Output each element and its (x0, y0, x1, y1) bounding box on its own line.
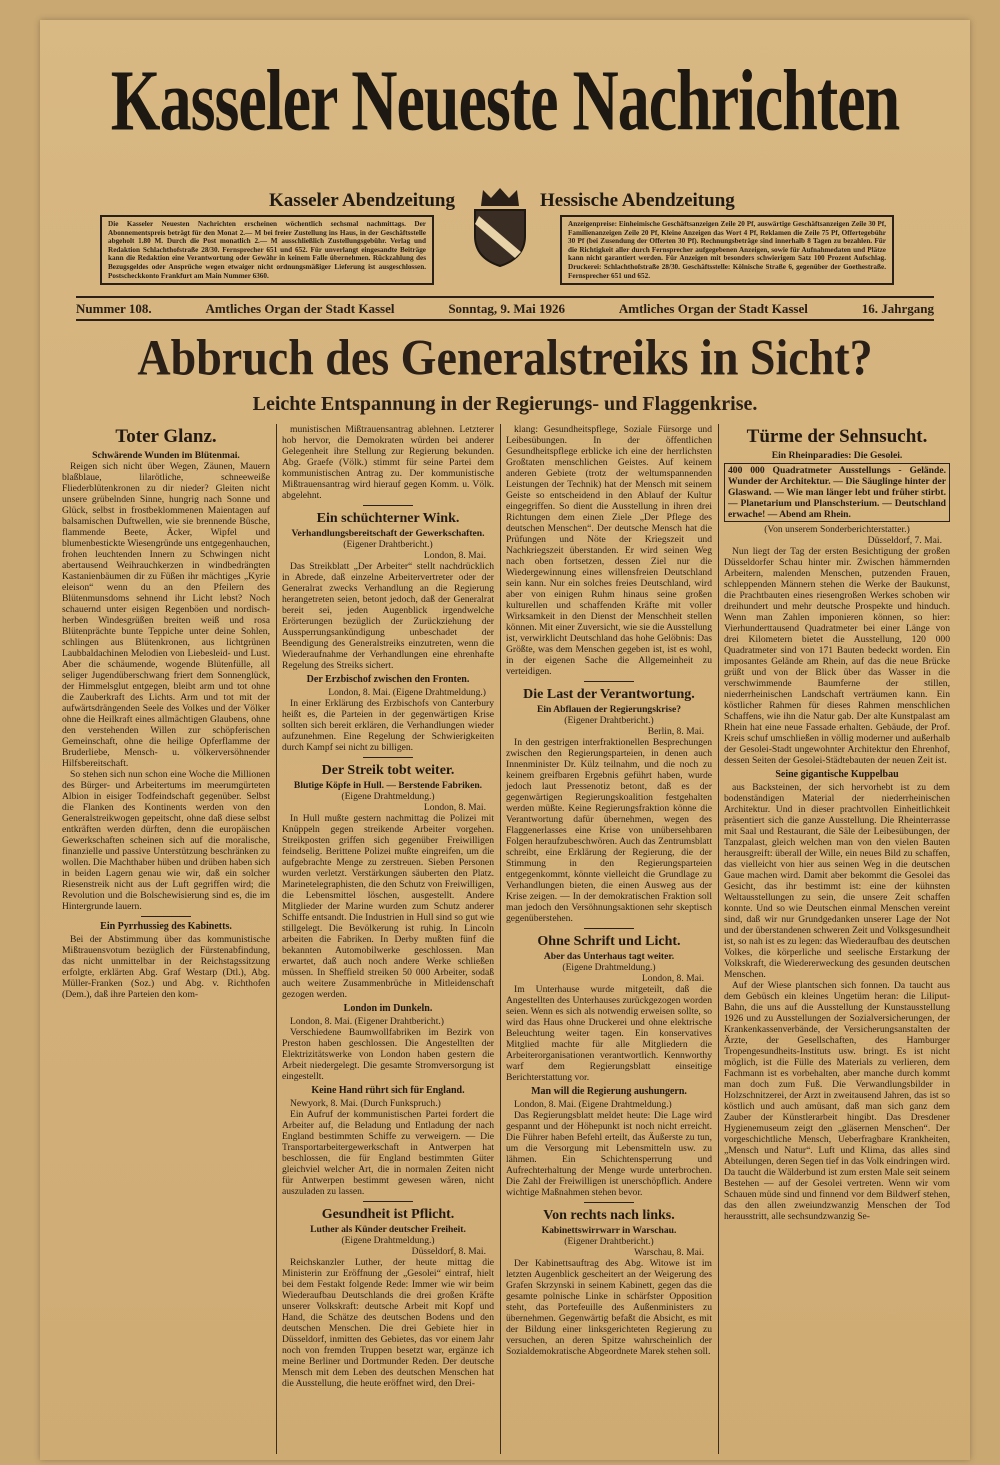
article-paragraph: Reigen sich nicht über Wegen, Zäunen, Mauern blaßblaue, lilarötliche, schneeweiße Fliederblütenkronen zu dir nieder? Gleiten nicht unsere grübelnden Sinne, hungrig nach Sonne und Glück, selbst in frostbeklommenen Maientagen auf balsamischen Duftwellen, wie sie brennende Büsche, flammende Beete, Äcker, Wipfel und blumenbestickte Wiesengründe uns entgegenhauchen, frohen leuchtenden Innern zu Schwingen nicht abertausend Weihrauchkerzen in windbedrängten Kastanienbäumen dir zu Füßen ihr mächtiges „Kyrie eleison“ wenn du an den Pfeilern des Blütenmunsdoms sehnend ihr Licht lebst? Noch schauernd unter eisigen Regenböen und nordisch-herben Windesgrüßen breiten weiß und rosa Blütenprächte bunte Teppiche unter deine Sohlen, schlingen aus Blütenkronen, aus lichtgrünen Laubbaldachinen Melodien von Liebesleid- und Lust. Aber die schäumende, wogende Blütenfülle, all seliger Jugendüberschwang friert dem Sonnenglück, der Himmelsglut entgegen, bleibt arm und tot ohne die Zauberkraft des Lichts. Arm und tot mit der aufwärtsdrängenden Seele des Volkes und der Völker ohne die Heilkraft eines allmächtigen Glaubens, ohne den verstehenden Willen zur schöpferischen Gemeinschaft, ohne die heilige Opferflamme der Bruderliebe, Mensch- u. völkerversöhnender Hilfsbereitschaft. (62, 461, 270, 769)
masthead-title: Kasseler Neueste Nachrichten (110, 52, 900, 149)
article-subhead: Kabinettswirrwarr in Warschau. (541, 1225, 677, 1236)
article-paragraph: aus Backsteinen, der sich hervorhebt ist zu dem bodenständigen Material der niederrheinischen Architektur. Und in dieser prachtvollen Einheitlichkeit präsentiert sich die ganze Ausstellung. Die Rheinterrasse mit Saal und Restaurant, die Säle der Leibesübungen, der Tanzpalast, gleich welchen man von den vielen Bauten herausgreift: überall der Wille, ein neues Bild zu schaffen, das vielleicht von hier aus seinen Weg in die deutschen Gaue machen wird. Damit aber bekommt die Gesolei das Gesicht, das ihr bestimmt ist: eine der kühnsten Weltausstellungen zu sein, die unsere Zeit schaffen konnte. Und so wie Deutschen einmal Menschen vereint sind, daß wir nur Grundgedanken unserer Lage der Not und der überstandenen schweren Zeit und Volksgesundheit ist, so nah ist es zu legen: das Wiederaufbau des deutschen Volkes, die körperliche und seelische Erstarkung der Volkskraft, die Wiedererweckung des gesunden deutschen Menschen. (724, 782, 950, 980)
article-subhead: Aber das Unterhaus tagt weiter. (543, 951, 675, 962)
article-headline: Die Last der Verantwortung. (523, 687, 695, 702)
article-paragraph: In einer Erklärung des Erzbischofs von Canterbury heißt es, die Parteien in der gegenwärtigen Krise sollten sich bereit erklären, die Verhandlungen wieder aufzunehmen. Eine Regelung der Schwierigkeiten durch Kampf sei nicht zu billigen. (282, 698, 494, 753)
official-organ-left: Amtliches Organ der Stadt Kassel (205, 301, 395, 316)
article-byline: (Eigener Drahtbericht.) (564, 715, 654, 726)
coat-of-arms-icon (465, 186, 535, 268)
article-paragraph: munistischen Mißtrauensantrag ablehnen. Letzterer hob hervor, die Demokraten würden bei anderer Gelegenheit ihre Stellung zur Regierung bekunden. Abg. Graefe (Völk.) stimmt für seine Partei dem kommunistischen Antrag zu. Der kommunistische Mißtrauensantrag wird hierauf gegen Komm. u. Völk. abgelehnt. (282, 424, 494, 501)
article-byline: (Eigene Drahtmeldung.) (341, 1235, 435, 1246)
article-continuation (506, 424, 712, 677)
article-subhead: Luther als Künder deutscher Freiheit. (310, 1224, 466, 1235)
article-headline: Der Erzbischof zwischen den Fronten. (306, 674, 470, 685)
column-rule (276, 424, 277, 1454)
column-2 (282, 424, 494, 1389)
divider (141, 916, 191, 917)
article-rechts-links (506, 1207, 712, 1357)
official-organ-right: Amtliches Organ der Stadt Kassel (618, 301, 808, 316)
dateline-bar (76, 296, 934, 321)
main-subheadline: Leichte Entspannung in der Regierungs- und Flaggenkrise. (252, 393, 758, 415)
article-ohne-schrift (506, 933, 712, 1083)
issue-date: Sonntag, 9. Mai 1926 (448, 301, 565, 316)
article-dateline: Berlin, 8. Mai. (647, 726, 704, 737)
article-summary: 400 000 Quadratmeter Ausstellungs - Gelände. Wunder der Architektur. — Die Säuglinge hinter der Glaswand. — Wie man länger lebt und früher stirbt. — Planetarium und Planschsterium. — Deutschland erwache! — Abend am Rhein. (724, 463, 950, 522)
article-headline: Türme der Sehnsucht. (746, 426, 928, 447)
volume: 16. Jahrgang (861, 301, 934, 316)
article-keine-hand (282, 1085, 494, 1197)
article-dateline: London, 8. Mai. (641, 973, 704, 984)
subscription-info-box: Die Kasseler Neuesten Nachrichten erscheinen wöchentlich sechsmal nachmittags. Der Abonnementspreis beträgt für den Monat 2.— M bei freier Zustellung ins Haus, in der Geschäftsstelle abgeholt 1.80 M. Durch die Post monatlich 2.— M ausschließlich Zustellungsgebühr. Verlag und Redaktion Schlachthofstraße 28/30. Fernsprecher 651 und 652. Für unverlangt eingesandte Beiträge kann die Redaktion eine Verantwortung oder Gewähr in keinem Falle übernehmen. Rückzahlung des Bezugsgeldes oder Ansprüche wegen etwaiger nicht ordnungsmäßiger Lieferung ist ausgeschlossen. Postscheckkonto Frankfurt am Main Nummer 6360. (100, 215, 434, 285)
article-paragraph: Im Unterhause wurde mitgeteilt, daß die Angestellten des Unterhauses zurückgezogen worden seien. Wenn es sich als notwendig erweisen sollte, so wird das Haus ohne Druckerei und ohne elektrische Beleuchtung weiter tagen. Ein konservatives Mitglied machte für alle Mitgliedern die Arbeiterorganisationen verantwortlich. Kennworthy warf dem Regierungsblatt einseitige Berichterstattung vor. (506, 984, 712, 1083)
article-paragraph: In Hull mußte gestern nachmittag die Polizei mit Knüppeln gegen streikende Arbeiter vorgehen. Streikposten griffen sich gegenüber Freiwilligen feindselig. Berittene Polizei mußte eingreifen, um die aufgebrachte Menge zu zerstreuen. Sieben Personen wurden verletzt. Verstärkungen säuberten den Platz. Marinetelegraphisten, die den Schutz von Freiwilligen, die Lebensmittel löschen, ausgestellt. Andere Mitglieder der Marine wurden zum Schutz anderer Schiffe entsandt. Die Industrien in Hull sind so gut wie stillgelegt. Die Bevölkerung ist ruhig. In Lincoln arbeiten die Fabriken. In Derby mußten fünf die bekannten Automobilwerke geschlossen. Man erwartet, daß auch noch andere Werke schließen müssen. In Sheffield streiken 50 000 Arbeiter, sodaß auch weitere Zusammenbrüche in Mitleidenschaft gezogen werden. (282, 813, 494, 1000)
article-headline: Toter Glanz. (115, 426, 217, 447)
advertising-rates-box: Anzeigenpreise: Einheimische Geschäftsanzeigen Zeile 20 Pf, auswärtige Geschäftsanzeigen Zeile 30 Pf, Familienanzeigen Zeile 20 Pf, Kleine Anzeigen das Wort 4 Pf, Reklamen die Zeile 75 Pf, Offertegebühr 30 Pf (bei Zusendung der Offerten 30 Pf). Rechnungsbeträge sind innerhalb 8 Tagen zu bezahlen. Für die Richtigkeit aller durch Fernsprecher aufgegebenen Anzeigen, sowie für Aufnahmedaten und Plätze kann nicht garantiert werden. Für Anzeigen mit besonders schwierigem Satz 100 Prozent Aufschlag. Druckerei: Schlachthofstraße 28/30. Geschäftsstelle: Kölnische Straße 6, gegenüber der Goethestraße. Fernsprecher 651 und 652. (560, 215, 894, 285)
article-dateline: London, 8. Mai. (Eigener Drahtbericht.) (290, 1016, 444, 1027)
article-dateline: London, 8. Mai. (Eigene Drahtmeldung.) (328, 687, 486, 698)
article-paragraph: In den gestrigen interfraktionellen Besprechungen zwischen den Regierungsparteien, in denen auch Innenminister Dr. Külz teilnahm, und die noch zu keinem greifbaren Ergebnis geführt haben, wurde jedoch laut Pressenotiz betont, daß es der gegenwärtigen Regierungskoalition festgehalten werden müßte. Keine Regierungsfraktion könne die Verantwortung dafür übernehmen, wegen des Flaggenerlasses eine Krise von unübersehbaren Folgen heraufzubeschwören. Auch das Zentrumsblatt schreibt, eine Erklärung der Regierung, die der Stimmung in den Regierungsparteien entgegenkommt, könnte vielleicht die Grundlage zu Verhandlungen bieten, die einen Ausweg aus der Krise zeigen. — In der demokratischen Fraktion soll man jedoch den Versöhnungsaktionen sehr skeptisch gegenüberstehen. (506, 737, 712, 924)
divider (363, 505, 413, 506)
masthead-subtitle-left: Kasseler Abendzeitung (269, 190, 455, 211)
article-headline: Gesundheit ist Pflicht. (321, 1207, 455, 1222)
article-section-heading: Seine gigantische Kuppelbau (775, 769, 899, 780)
article-paragraph: Reichskanzler Luther, der heute mittag die Ministerin zur Eröffnung der „Gesolei“ eintraf, hielt bei dem Festakt folgende Rede: Immer wie wir beim Wiederaufbau Deutschlands die drei großen Kräfte unserer Volkskraft: deutsche Arbeit mit Kopf und Hand, die Schätze des deutschen Bodens und den deutschen Menschen. Die drei Gebiete hier in Düsseldorf, inmitten des Gebietes, das vor einem Jahr noch von fremden Truppen besetzt war, ergänze ich meine Berliner und Dortmunder Reden. Der deutsche Mensch mit dem Leben des deutschen Menschen hat die Ausstellung, die heute eröffnet wird, den Drei- (282, 1257, 494, 1389)
article-dateline: Warschau, 8. Mai. (634, 1247, 704, 1258)
article-byline: (Eigener Drahtbericht.) (343, 539, 433, 550)
article-paragraph: Nun liegt der Tag der ersten Besichtigung der großen Düsseldorfer Schau hinter mir. Zwischen hämmernden Arbeitern, malenden Menschen, putzenden Frauen, schleppenden Männern stehen die Werke der Baukunst, die Prachtbauten eines riesengroßen Werkes schoben wir dreihundert und mehr deutsche Prospekte und hinduch. Wenn man Zahlen imponieren können, so hier: Vierhunderttausend Quadratmeter bei einer Länge von drei Kilometern bietet die Ausstellung, 120 000 Quadratmeter sind von 171 Bauten bedeckt worden. Ein imposantes Gelände am Rhein, auf das die neue Brücke grüßt und von der Blick über das Wasser in die verschwimmende Baumferne der stillen, niederrheinischen Landschaft verträumen kann. Ein köstlicher Rahmen für dieses Rahmen menschlichen Schaffens, wie ihn die Natur gab. Der alte Kunstpalast am Rhein hat eine neue Fassade erhalten. Gebäude, der Prof. Kreis schuf umschließen in völlig moderner und außerhalb der Gesolei-Stadt ungewohnter Architektur den Ehrenhof, dessen Seiten der Gesolei-Städtebauten der neuen Zeit ist. (724, 546, 950, 766)
article-byline: (Eigener Drahtbericht.) (564, 1236, 654, 1247)
column-rule (500, 424, 501, 1454)
column-rule (718, 424, 719, 1454)
article-continuation (282, 424, 494, 501)
divider (584, 681, 634, 682)
article-byline: (Eigene Drahtmeldung.) (562, 962, 656, 973)
article-dateline: London, 8. Mai. (423, 550, 486, 561)
article-erzbischof (282, 674, 494, 753)
article-paragraph: Ein Aufruf der kommunistischen Partei fordert die Arbeiter auf, die Beladung und Entladung der nach England bestimmten Schiffe zu verweigern. — Die Transportarbeitergewerkschaft in Antwerpen hat beschlossen, die für England bestimmten Güter gleichviel welcher Art, die in normalen Zeiten nicht für Antwerpen bestimmt gewesen wären, nicht auszuladen zu lassen. (282, 1109, 494, 1197)
article-aushungern (506, 1086, 712, 1198)
article-byline: (Von unserem Sonderberichterstatter.) (764, 524, 910, 535)
divider (584, 1202, 634, 1203)
article-subhead: Schwärende Wunden im Blütenmai. (92, 450, 240, 461)
article-dateline: Düsseldorf, 8. Mai. (411, 1246, 486, 1257)
article-headline: Der Streik tobt weiter. (321, 763, 455, 778)
divider (584, 928, 634, 929)
article-subhead: Blutige Köpfe in Hull. — Berstende Fabriken. (293, 780, 483, 791)
article-paragraph: klang: Gesundheitspflege, Soziale Fürsorge und Leibesübungen. In der öffentlichen Gesundheitspflege erblicke ich eine der herrlichsten Großtaten menschlichen Geistes. Auf keinem anderen Gebiete (trotz der weltumspannenden Leistungen der Technik) hat der Mensch mit seinem Geiste so entscheidend in den Ablauf der Kultur eingegriffen. So dient die Ausstellung in ihren drei Richtungen dem einen Ziele „Der Pflege des deutschen Menschen“. Der deutsche Mensch hat die Prüfungen und Nöte der Kriegszeit und Nachkriegszeit überstanden. Er wird seinen Weg nach oben fortsetzen, dessen Ziel nur die Wiedergewinnung eines willensfreien Deutschland sein kann. Nur ein solches freies Deutschland, wird aber von einigen Ruhm hinaus seine großen kulturellen und schaffenden Kräfte mit voller Wirksamkeit in den Dienst der Menschheit stellen können. Mit einer Zuversicht, wie sie die Ausstellung ist, verwirklicht Deutschland das hohe Gelöbnis: Das Größte, was dem Menschen gegeben ist, ist es wohl, in der eigenen Sache die Allgemeinheit zu verteidigen. (506, 424, 712, 677)
newspaper-page (40, 20, 970, 1460)
article-schuechterner-wink (282, 510, 494, 671)
article-pyrrhussieg (62, 921, 270, 1000)
article-headline: Ohne Schrift und Licht. (537, 934, 681, 949)
article-paragraph: Das Streikblatt „Der Arbeiter“ stellt nachdrücklich in Abrede, daß einzelne Arbeitervertreter oder der Generalrat zwecks Verhandlung an die Regierung herangetreten seien, betont jedoch, daß der Generalrat bereit sei, jeden Augenblick irgendwelche Erörterungen bezüglich der Zurückziehung der Aussperrungsankündigung unbeschadet der Beendigung des Generalstreiks einzutreten, wenn die Wiederaufnahme der Verhandlungen eine ehrenhafte Regelung des Streiks sichert. (282, 561, 494, 671)
issue-number: Nummer 108. (76, 301, 152, 316)
article-paragraph: Auf der Wiese plantschen sich fonnen. Da taucht aus dem Gebüsch ein kleines Ungetüm heran: die Liliput-Bahn, die uns auf die Ausstellung der Kunstausstellung 1926 und zu Ausstellungen der Sozialversicherungen, der Krankenkassenverbände, der Versicherungsanstalten der Ärzte, der Gesellschaften, des Hamburger Tropengesundheits-Instituts usw. bringt. Es ist nicht möglich, ist die Fülle des Materials zu verlieren, dem Fachmann ist es vorbehalten, aber manche durch kommt man doch zum Fuß. Die Verwandlungsbilder in Holzschnitzerei, der Arzt in zweitausend Jahren, das ist so köstlich und auch amüsant, daß man sich ganz dem Zauber der Künstlerarbeit hingibt. Das Dresdener Hygienemuseum zeigt den „gläsernen Menschen“. Der vorgeschichtliche Mensch, Ueberfragbare Krankheiten, „Mensch und Natur“. Luft und Klima, das alles sind Abteilungen, deren Segen tief in das Volk eindringen wird. Da taucht die Wälderbund ist zum ersten Male seit seinem Bestehen — auf der Gesolei vertreten. Wenn wir vom Schauen müde sind und finnend vor dem Bildwerf stehen, das den allen zweiundzwanzig Menschen der Tod herausstritt, alle sechsundzwanzig Se- (724, 980, 950, 1222)
article-paragraph: So stehen sich nun schon eine Woche die Millionen des Bürger- und Arbeitertums im meerumgürteten Albion in eisiger Todfeindschaft gegenüber. Selbst die Flanken des Kontinents werden von den Generalstreikwogen gepeitscht, ohne daß diese selbst entkräften werden dürften, denn die europäischen Gewerkschaften scheinen sich auf die moralische, finanzielle und passive Unterstützung beschränken zu wollen. Die Machthaber hüben und drüben haben sich in beiden Lagern genau wie wir, daß ein solcher Riesenstreik nicht aus der Luft gegriffen wird; die Revolution und die Bolschewisierung sind es, die im Hintergrunde lauern. (62, 769, 270, 912)
column-3 (506, 424, 712, 1357)
article-paragraph: Das Regierungsblatt meldet heute: Die Lage wird gespannt und der Höhepunkt ist noch nicht erreicht. Die Führer haben Befehl erteilt, das Äußerste zu tun, um die Versorgung mit Lebensmitteln usw. zu lähmen. Ein Schichtensperrung und Aufrechterhaltung der Menge wurde unterbrochen. Die Zahl der Freiwilligen ist unerschöpflich. Andere wichtige Maßnahmen stehen bevor. (506, 1110, 712, 1198)
article-byline: (Eigene Drahtmeldung.) (341, 791, 435, 802)
article-london-dunkeln (282, 1003, 494, 1082)
article-gesundheit-pflicht (282, 1206, 494, 1389)
article-dateline: Newyork, 8. Mai. (Durch Funkspruch.) (290, 1098, 441, 1109)
article-last-verantwortung (506, 686, 712, 924)
article-headline: London im Dunkeln. (343, 1003, 433, 1014)
article-kuppelbau (724, 769, 950, 1222)
article-headline: Man will die Regierung aushungern. (531, 1086, 687, 1097)
article-paragraph: Bei der Abstimmung über das kommunistische Mißtrauensvotum bezüglich der Fürstenabfindung, das nicht unmittelbar in der Reichstagssitzung erfolgte, erklärten Abg. Graf Westarp (Dtl.), Abg. Müller-Franken (Soz.) und Abg. v. Richthofen (Dem.), daß ihre Parteien den kom- (62, 934, 270, 1000)
article-subhead: Verhandlungsbereitschaft der Gewerkschaften. (291, 528, 485, 539)
article-headline: Keine Hand rührt sich für England. (311, 1085, 465, 1096)
divider (363, 1201, 413, 1202)
article-toter-glanz (62, 426, 270, 912)
article-tuerme-sehnsucht (724, 426, 950, 766)
article-headline: Von rechts nach links. (543, 1208, 675, 1223)
article-streik-tobt (282, 762, 494, 1000)
article-subhead: Ein Rheinparadies: Die Gesolei. (771, 450, 903, 461)
masthead-subtitle-right: Hessische Abendzeitung (540, 190, 735, 211)
article-dateline: Düsseldorf, 7. Mai. (867, 535, 942, 546)
article-subhead: Ein Abflauen der Regierungskrise? (536, 704, 681, 715)
divider (363, 757, 413, 758)
article-dateline: London, 8. Mai. (423, 802, 486, 813)
article-headline: Ein schüchterner Wink. (316, 511, 460, 526)
main-headline: Abbruch des Generalstreiks in Sicht? (137, 329, 873, 386)
article-paragraph: Der Kabinettsauftrag des Abg. Witowe ist im letzten Augenblick gescheitert an der Weigerung des Grafen Skrzynski in seinem Kabinett, gegen das die gesamte polnische Linke in schärfster Opposition steht, das Portefeuille des Außenministers zu übernehmen. Gegenwärtig befaßt die Absicht, es mit der Bildung einer linksgerichteten Regierung zu versuchen, an deren Spitze wahrscheinlich der Sozialdemokratische Abgeordnete Marek stehen soll. (506, 1258, 712, 1357)
article-headline: Ein Pyrrhussieg des Kabinetts. (100, 921, 232, 932)
article-paragraph: Verschiedene Baumwollfabriken im Bezirk von Preston haben geschlossen. Die Angestellten der Elektrizitätswerke von London haben gestern die Arbeit niedergelegt. Die gesamte Stromversorgung ist eingestellt. (282, 1027, 494, 1082)
article-dateline: London, 8. Mai. (Eigene Drahtmeldung.) (514, 1099, 672, 1110)
column-1 (62, 424, 270, 1000)
column-4 (724, 424, 950, 1222)
